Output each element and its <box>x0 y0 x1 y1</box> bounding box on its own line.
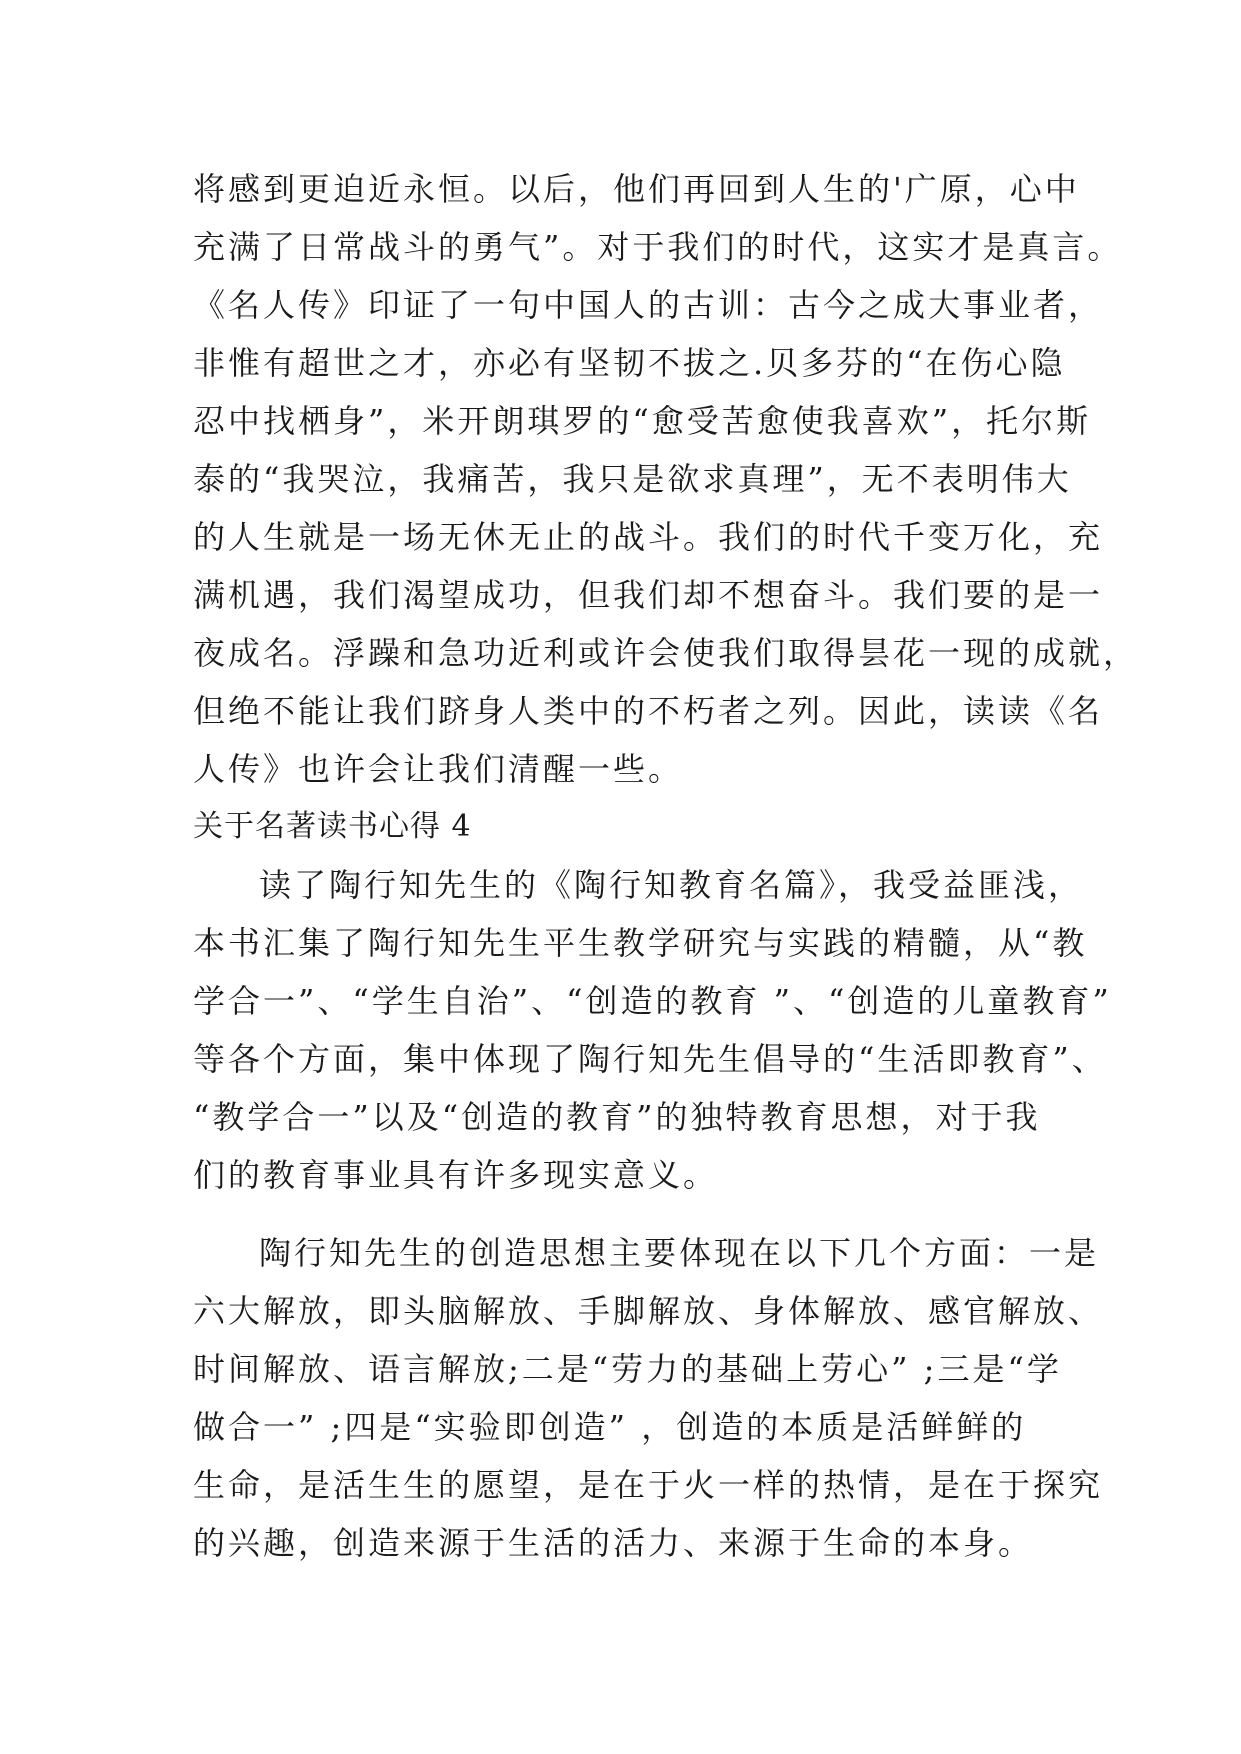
text-line: 的兴趣，创造来源于生活的活力、来源于生命的本身。 <box>193 1524 1034 1562</box>
text-line: 充满了日常战斗的勇气”。对于我们的时代，这实才是真言。 <box>193 228 1123 266</box>
text-line: 们的教育事业具有许多现实意义。 <box>193 1156 719 1194</box>
text-line: 非惟有超世之才，亦必有坚韧不拔之.贝多芬的“在伤心隐 <box>193 344 1066 382</box>
text-line: 时间解放、语言解放;二是“劳力的基础上劳心” ;三是“学 <box>193 1350 1062 1388</box>
text-line: 的人生就是一场无休无止的战斗。我们的时代千变万化，充 <box>193 518 1104 556</box>
text-line: 但绝不能让我们跻身人类中的不朽者之列。因此，读读《名 <box>193 692 1104 730</box>
text-line: 等各个方面，集中体现了陶行知先生倡导的“生活即教育”、 <box>193 1040 1107 1078</box>
text-line: 学合一”、“学生自治”、“创造的教育 ”、“创造的儿童教育” <box>193 982 1112 1020</box>
text-line: 忍中找栖身”，米开朗琪罗的“愈受苦愈使我喜欢”，托尔斯 <box>193 402 1092 440</box>
paragraph-continued <box>193 160 1139 798</box>
text-line: 夜成名。浮躁和急功近利或许会使我们取得昙花一现的成就， <box>193 634 1139 672</box>
text-line: 陶行知先生的创造思想主要体现在以下几个方面：一是 <box>259 1234 1100 1272</box>
text-line: 满机遇，我们渴望成功，但我们却不想奋斗。我们要的是一 <box>193 576 1104 614</box>
section-heading: 关于名著读书心得 4 <box>193 809 472 844</box>
paragraph-a <box>193 856 1112 1204</box>
paragraph-b <box>193 1224 1104 1572</box>
text-line: 本书汇集了陶行知先生平生教学研究与实践的精髓，从“教 <box>193 924 1088 962</box>
text-line: 泰的“我哭泣，我痛苦，我只是欲求真理”，无不表明伟大 <box>193 460 1072 498</box>
text-column <box>193 160 1139 1572</box>
text-line: 将感到更迫近永恒。以后，他们再回到人生的'广原，心中 <box>193 170 1080 208</box>
text-line: 《名人传》印证了一句中国人的古训：古今之成大事业者， <box>193 286 1104 324</box>
text-line: 读了陶行知先生的《陶行知教育名篇》，我受益匪浅， <box>259 866 1084 904</box>
text-line: 人传》也许会让我们清醒一些。 <box>193 750 684 788</box>
text-line: “教学合一”以及“创造的教育”的独特教育思想，对于我 <box>193 1098 1041 1136</box>
text-line: 做合一” ;四是“实验即创造” ，创造的本质是活鲜鲜的 <box>193 1408 1027 1446</box>
text-line: 生命，是活生生的愿望，是在于火一样的热情，是在于探究 <box>193 1466 1104 1504</box>
text-line: 六大解放，即头脑解放、手脚解放、身体解放、感官解放、 <box>193 1292 1104 1330</box>
